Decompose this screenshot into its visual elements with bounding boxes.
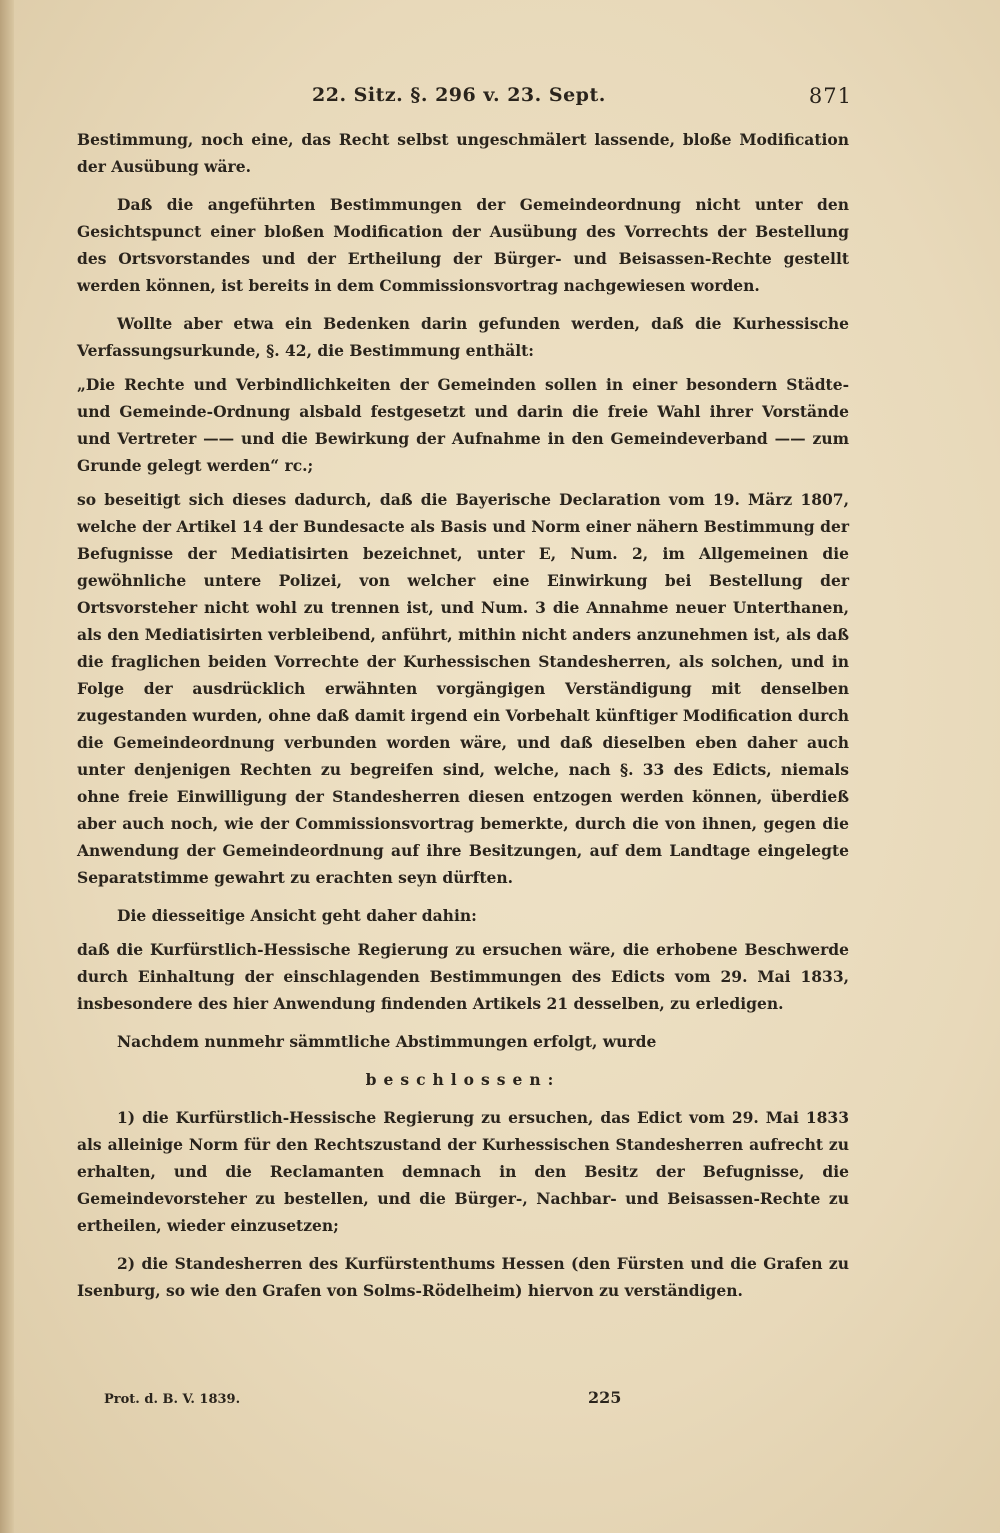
resolution-intro: Nachdem nunmehr sämmtliche Abstimmungen erfolgt, wurde	[117, 1032, 657, 1051]
paragraph-continuation: Bestimmung, noch eine, das Recht selbst ungeschmälert lassende, bloße Modification der Ausübung wäre.	[77, 130, 849, 176]
footer-signature-mark: Prot. d. B. V. 1839.	[104, 1392, 241, 1407]
page-number: 871	[808, 84, 852, 108]
paragraph-gemeindeordnung: Daß die angeführten Bestimmungen der Gemeindeordnung nicht unter den Gesichtspunct einer bloßen Modification der Ausübung des Vorrechts der Bestellung des Ortsvorstandes und der Ertheilung der Bürger- und Beisassen-Rechte gestellt werden können, ist bereits in dem Commissionsvortrag nachgewiesen worden.	[77, 195, 849, 295]
resolution-item-2: 2) die Standesherren des Kurfürstenthums Hessen (den Fürsten und die Grafen zu Isenburg, so wie den Grafen von Solms-Rödelheim) hiervon zu verständigen.	[77, 1254, 849, 1300]
resolution-item-1: 1) die Kurfürstlich-Hessische Regierung zu ersuchen, das Edict vom 29. Mai 1833 als alleinige Norm für den Rechtszustand der Kurhessischen Standesherren aufrecht zu erhalten, und die Reclamanten demnach in den Besitz der Befugnisse, die Gemeindevorsteher zu bestellen, und die Bürger-, Nachbar- und Beisassen-Rechte zu ertheilen, wieder einzusetzen;	[77, 1108, 849, 1235]
running-head: 22. Sitz. §. 296 v. 23. Sept.	[312, 84, 606, 106]
ansicht-quote: daß die Kurfürstlich-Hessische Regierung zu ersuchen wäre, die erhobene Beschwerde durch Einhaltung der einschlagenden Bestimmungen des Edicts vom 29. Mai 1833, insbesondere des hier Anwendung findenden Artikels 21 desselben, zu erledigen.	[77, 940, 849, 1013]
constitution-quote: „Die Rechte und Verbindlichkeiten der Gemeinden sollen in einer besondern Städte- und Gemeinde-Ordnung alsbald festgesetzt und darin die freie Wahl ihrer Vorstände und Vertreter —— und die Bewirkung der Aufnahme in den Gemeindeverband —— zum Grunde gelegt werden“ rc.;	[77, 375, 849, 475]
paragraph-bedenken: Wollte aber etwa ein Bedenken darin gefunden werden, daß die Kurhessische Verfassungsurkunde, §. 42, die Bestimmung enthält:	[77, 314, 849, 360]
body-text	[77, 126, 849, 1315]
resolved-heading: beschlossen:	[365, 1070, 561, 1089]
paragraph-ansicht: Die diesseitige Ansicht geht daher dahin:	[117, 906, 477, 925]
footer-sheet-number: 225	[588, 1388, 622, 1407]
paragraph-declaration: so beseitigt sich dieses dadurch, daß die Bayerische Declaration vom 19. März 1807, welche der Artikel 14 der Bundesacte als Basis und Norm einer nähern Bestimmung der Befugnisse der Mediatisirten bezeichnet, unter E, Num. 2, im Allgemeinen die gewöhnliche untere Polizei, von welcher eine Einwirkung bei Bestellung der Ortsvorsteher nicht wohl zu trennen ist, und Num. 3 die Annahme neuer Unterthanen, als den Mediatisirten verbleibend, anführt, mithin nicht anders anzunehmen ist, als daß die fraglichen beiden Vorrechte der Kurhessischen Standesherren, als solchen, und in Folge der ausdrücklich erwähnten vorgängigen Verständigung mit denselben zugestanden wurden, ohne daß damit irgend ein Vorbehalt künftiger Modification durch die Gemeindeordnung verbunden worden wäre, und daß dieselben eben daher auch unter denjenigen Rechten zu begreifen sind, welche, nach §. 33 des Edicts, niemals ohne freie Einwilligung der Standesherren diesen entzogen werden können, überdieß aber auch noch, wie der Commissionsvortrag bemerkte, durch die von ihnen, gegen die Anwendung der Gemeindeordnung auf ihre Besitzungen, auf dem Landtage eingelegte Separatstimme gewahrt zu erachten seyn dürften.	[77, 490, 849, 887]
page-header	[312, 84, 852, 118]
book-spine-edge	[0, 0, 14, 1533]
